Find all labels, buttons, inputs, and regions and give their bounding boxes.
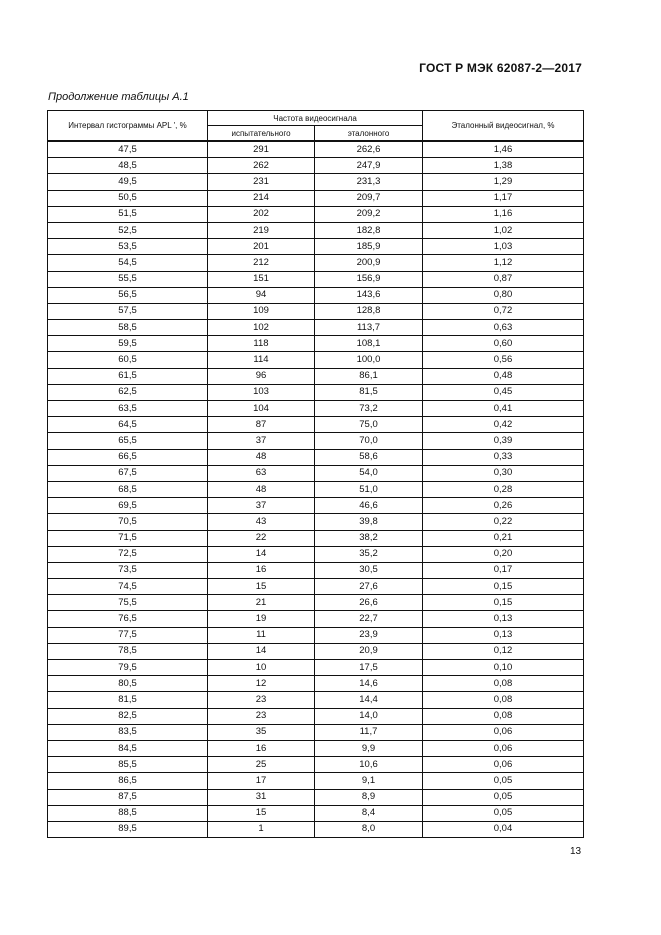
cell-reference-signal: 0,30 bbox=[423, 465, 584, 481]
table-row bbox=[48, 320, 584, 336]
table-row bbox=[48, 562, 584, 578]
cell-test-frequency: 104 bbox=[208, 401, 315, 417]
cell-test-frequency: 10 bbox=[208, 660, 315, 676]
cell-test-frequency: 201 bbox=[208, 239, 315, 255]
cell-interval: 82,5 bbox=[48, 708, 208, 724]
cell-reference-signal: 0,28 bbox=[423, 481, 584, 497]
cell-test-frequency: 114 bbox=[208, 352, 315, 368]
cell-interval: 56,5 bbox=[48, 287, 208, 303]
cell-reference-frequency: 8,9 bbox=[315, 789, 423, 805]
cell-reference-frequency: 262,6 bbox=[315, 141, 423, 158]
cell-reference-signal: 1,17 bbox=[423, 190, 584, 206]
cell-reference-frequency: 70,0 bbox=[315, 433, 423, 449]
table-row bbox=[48, 627, 584, 643]
cell-interval: 84,5 bbox=[48, 740, 208, 756]
table-row bbox=[48, 303, 584, 319]
table-row bbox=[48, 352, 584, 368]
cell-reference-frequency: 35,2 bbox=[315, 546, 423, 562]
cell-reference-signal: 0,08 bbox=[423, 676, 584, 692]
cell-test-frequency: 103 bbox=[208, 384, 315, 400]
cell-interval: 47,5 bbox=[48, 141, 208, 158]
cell-reference-frequency: 81,5 bbox=[315, 384, 423, 400]
table-row bbox=[48, 643, 584, 659]
cell-reference-signal: 0,26 bbox=[423, 498, 584, 514]
table-row bbox=[48, 433, 584, 449]
cell-interval: 71,5 bbox=[48, 530, 208, 546]
table-row bbox=[48, 660, 584, 676]
cell-interval: 81,5 bbox=[48, 692, 208, 708]
cell-reference-signal: 0,08 bbox=[423, 692, 584, 708]
cell-reference-frequency: 10,6 bbox=[315, 757, 423, 773]
table-row bbox=[48, 676, 584, 692]
cell-reference-signal: 1,46 bbox=[423, 141, 584, 158]
cell-interval: 58,5 bbox=[48, 320, 208, 336]
cell-reference-signal: 0,05 bbox=[423, 805, 584, 821]
cell-reference-frequency: 156,9 bbox=[315, 271, 423, 287]
page-number: 13 bbox=[570, 846, 582, 857]
cell-reference-signal: 1,12 bbox=[423, 255, 584, 271]
cell-test-frequency: 23 bbox=[208, 692, 315, 708]
table-row bbox=[48, 255, 584, 271]
table-row bbox=[48, 740, 584, 756]
cell-reference-frequency: 54,0 bbox=[315, 465, 423, 481]
cell-reference-frequency: 247,9 bbox=[315, 158, 423, 174]
cell-test-frequency: 25 bbox=[208, 757, 315, 773]
cell-test-frequency: 12 bbox=[208, 676, 315, 692]
cell-interval: 63,5 bbox=[48, 401, 208, 417]
cell-test-frequency: 202 bbox=[208, 206, 315, 222]
cell-reference-signal: 0,20 bbox=[423, 546, 584, 562]
header-reference-signal: Эталонный видеосигнал, % bbox=[423, 111, 584, 142]
cell-reference-frequency: 39,8 bbox=[315, 514, 423, 530]
table-row bbox=[48, 773, 584, 789]
cell-interval: 83,5 bbox=[48, 724, 208, 740]
cell-test-frequency: 19 bbox=[208, 611, 315, 627]
cell-test-frequency: 48 bbox=[208, 449, 315, 465]
cell-interval: 80,5 bbox=[48, 676, 208, 692]
cell-interval: 55,5 bbox=[48, 271, 208, 287]
cell-interval: 87,5 bbox=[48, 789, 208, 805]
table-row bbox=[48, 417, 584, 433]
cell-interval: 86,5 bbox=[48, 773, 208, 789]
cell-test-frequency: 35 bbox=[208, 724, 315, 740]
cell-reference-frequency: 143,6 bbox=[315, 287, 423, 303]
cell-reference-signal: 0,33 bbox=[423, 449, 584, 465]
cell-test-frequency: 96 bbox=[208, 368, 315, 384]
cell-interval: 85,5 bbox=[48, 757, 208, 773]
cell-test-frequency: 17 bbox=[208, 773, 315, 789]
cell-reference-signal: 0,42 bbox=[423, 417, 584, 433]
cell-reference-signal: 0,72 bbox=[423, 303, 584, 319]
cell-reference-signal: 0,05 bbox=[423, 789, 584, 805]
cell-test-frequency: 291 bbox=[208, 141, 315, 158]
cell-interval: 61,5 bbox=[48, 368, 208, 384]
table-row bbox=[48, 498, 584, 514]
cell-reference-frequency: 8,0 bbox=[315, 821, 423, 837]
cell-reference-frequency: 17,5 bbox=[315, 660, 423, 676]
cell-reference-frequency: 113,7 bbox=[315, 320, 423, 336]
cell-interval: 53,5 bbox=[48, 239, 208, 255]
table-row bbox=[48, 368, 584, 384]
cell-interval: 72,5 bbox=[48, 546, 208, 562]
cell-test-frequency: 212 bbox=[208, 255, 315, 271]
table-row bbox=[48, 239, 584, 255]
cell-test-frequency: 214 bbox=[208, 190, 315, 206]
cell-reference-frequency: 58,6 bbox=[315, 449, 423, 465]
cell-reference-signal: 1,03 bbox=[423, 239, 584, 255]
cell-test-frequency: 15 bbox=[208, 579, 315, 595]
cell-test-frequency: 23 bbox=[208, 708, 315, 724]
table-row bbox=[48, 805, 584, 821]
cell-interval: 70,5 bbox=[48, 514, 208, 530]
cell-reference-frequency: 108,1 bbox=[315, 336, 423, 352]
cell-test-frequency: 262 bbox=[208, 158, 315, 174]
table-row bbox=[48, 174, 584, 190]
cell-reference-signal: 0,48 bbox=[423, 368, 584, 384]
cell-test-frequency: 14 bbox=[208, 546, 315, 562]
cell-interval: 89,5 bbox=[48, 821, 208, 837]
cell-test-frequency: 43 bbox=[208, 514, 315, 530]
header-reference: эталонного bbox=[315, 126, 423, 142]
table-row bbox=[48, 206, 584, 222]
cell-reference-signal: 0,10 bbox=[423, 660, 584, 676]
cell-reference-frequency: 182,8 bbox=[315, 222, 423, 238]
table-row bbox=[48, 821, 584, 837]
cell-reference-signal: 0,17 bbox=[423, 562, 584, 578]
cell-test-frequency: 219 bbox=[208, 222, 315, 238]
cell-interval: 59,5 bbox=[48, 336, 208, 352]
cell-reference-frequency: 11,7 bbox=[315, 724, 423, 740]
table-row bbox=[48, 692, 584, 708]
cell-reference-signal: 0,41 bbox=[423, 401, 584, 417]
cell-test-frequency: 63 bbox=[208, 465, 315, 481]
cell-test-frequency: 48 bbox=[208, 481, 315, 497]
cell-interval: 78,5 bbox=[48, 643, 208, 659]
cell-reference-signal: 1,29 bbox=[423, 174, 584, 190]
cell-reference-signal: 0,15 bbox=[423, 595, 584, 611]
cell-interval: 54,5 bbox=[48, 255, 208, 271]
table-row bbox=[48, 190, 584, 206]
cell-reference-frequency: 209,7 bbox=[315, 190, 423, 206]
cell-reference-frequency: 86,1 bbox=[315, 368, 423, 384]
cell-interval: 67,5 bbox=[48, 465, 208, 481]
data-table bbox=[47, 110, 584, 838]
cell-interval: 74,5 bbox=[48, 579, 208, 595]
cell-reference-frequency: 51,0 bbox=[315, 481, 423, 497]
table-row bbox=[48, 724, 584, 740]
cell-reference-frequency: 14,0 bbox=[315, 708, 423, 724]
cell-reference-signal: 0,60 bbox=[423, 336, 584, 352]
cell-test-frequency: 118 bbox=[208, 336, 315, 352]
cell-reference-signal: 0,12 bbox=[423, 643, 584, 659]
table-row bbox=[48, 222, 584, 238]
cell-interval: 68,5 bbox=[48, 481, 208, 497]
cell-test-frequency: 21 bbox=[208, 595, 315, 611]
cell-reference-signal: 0,80 bbox=[423, 287, 584, 303]
cell-test-frequency: 1 bbox=[208, 821, 315, 837]
table-caption: Продолжение таблицы А.1 bbox=[48, 91, 189, 103]
cell-reference-signal: 0,21 bbox=[423, 530, 584, 546]
cell-test-frequency: 37 bbox=[208, 498, 315, 514]
table-row bbox=[48, 579, 584, 595]
table-row bbox=[48, 271, 584, 287]
header-frequency: Частота видеосигнала bbox=[208, 111, 423, 126]
cell-interval: 60,5 bbox=[48, 352, 208, 368]
cell-reference-signal: 1,02 bbox=[423, 222, 584, 238]
table-row bbox=[48, 465, 584, 481]
cell-interval: 49,5 bbox=[48, 174, 208, 190]
cell-reference-frequency: 27,6 bbox=[315, 579, 423, 595]
cell-reference-frequency: 75,0 bbox=[315, 417, 423, 433]
cell-reference-frequency: 100,0 bbox=[315, 352, 423, 368]
cell-test-frequency: 231 bbox=[208, 174, 315, 190]
cell-interval: 52,5 bbox=[48, 222, 208, 238]
cell-reference-frequency: 46,6 bbox=[315, 498, 423, 514]
table-row bbox=[48, 611, 584, 627]
cell-reference-frequency: 30,5 bbox=[315, 562, 423, 578]
cell-reference-signal: 0,06 bbox=[423, 724, 584, 740]
table-row bbox=[48, 514, 584, 530]
cell-interval: 73,5 bbox=[48, 562, 208, 578]
cell-reference-frequency: 209,2 bbox=[315, 206, 423, 222]
cell-reference-signal: 0,15 bbox=[423, 579, 584, 595]
cell-test-frequency: 22 bbox=[208, 530, 315, 546]
cell-reference-signal: 0,13 bbox=[423, 627, 584, 643]
cell-interval: 69,5 bbox=[48, 498, 208, 514]
table-row bbox=[48, 530, 584, 546]
cell-interval: 75,5 bbox=[48, 595, 208, 611]
cell-test-frequency: 87 bbox=[208, 417, 315, 433]
cell-reference-signal: 0,39 bbox=[423, 433, 584, 449]
cell-interval: 64,5 bbox=[48, 417, 208, 433]
cell-reference-signal: 0,05 bbox=[423, 773, 584, 789]
cell-reference-signal: 0,06 bbox=[423, 757, 584, 773]
table-row bbox=[48, 401, 584, 417]
cell-test-frequency: 16 bbox=[208, 740, 315, 756]
cell-interval: 76,5 bbox=[48, 611, 208, 627]
cell-interval: 48,5 bbox=[48, 158, 208, 174]
cell-reference-frequency: 20,9 bbox=[315, 643, 423, 659]
table-row bbox=[48, 287, 584, 303]
cell-test-frequency: 37 bbox=[208, 433, 315, 449]
cell-interval: 50,5 bbox=[48, 190, 208, 206]
cell-interval: 88,5 bbox=[48, 805, 208, 821]
header-test: испытательного bbox=[208, 126, 315, 142]
cell-test-frequency: 102 bbox=[208, 320, 315, 336]
table-row bbox=[48, 158, 584, 174]
table-row bbox=[48, 141, 584, 158]
cell-test-frequency: 151 bbox=[208, 271, 315, 287]
cell-reference-frequency: 26,6 bbox=[315, 595, 423, 611]
cell-reference-frequency: 73,2 bbox=[315, 401, 423, 417]
table-row bbox=[48, 384, 584, 400]
cell-interval: 57,5 bbox=[48, 303, 208, 319]
cell-reference-signal: 0,13 bbox=[423, 611, 584, 627]
cell-reference-frequency: 14,6 bbox=[315, 676, 423, 692]
table-row bbox=[48, 708, 584, 724]
cell-reference-frequency: 231,3 bbox=[315, 174, 423, 190]
table-row bbox=[48, 789, 584, 805]
cell-test-frequency: 16 bbox=[208, 562, 315, 578]
cell-reference-signal: 0,63 bbox=[423, 320, 584, 336]
cell-reference-signal: 0,87 bbox=[423, 271, 584, 287]
cell-reference-frequency: 14,4 bbox=[315, 692, 423, 708]
cell-reference-signal: 1,16 bbox=[423, 206, 584, 222]
cell-test-frequency: 15 bbox=[208, 805, 315, 821]
header-interval: Интервал гистограммы APL ', % bbox=[48, 111, 208, 142]
table-row bbox=[48, 449, 584, 465]
table-row bbox=[48, 546, 584, 562]
cell-interval: 66,5 bbox=[48, 449, 208, 465]
cell-reference-frequency: 38,2 bbox=[315, 530, 423, 546]
table-body bbox=[48, 141, 584, 838]
table-row bbox=[48, 757, 584, 773]
cell-interval: 51,5 bbox=[48, 206, 208, 222]
cell-reference-signal: 0,06 bbox=[423, 740, 584, 756]
cell-reference-frequency: 8,4 bbox=[315, 805, 423, 821]
cell-reference-frequency: 22,7 bbox=[315, 611, 423, 627]
cell-interval: 62,5 bbox=[48, 384, 208, 400]
cell-test-frequency: 94 bbox=[208, 287, 315, 303]
cell-reference-signal: 0,22 bbox=[423, 514, 584, 530]
cell-reference-frequency: 200,9 bbox=[315, 255, 423, 271]
cell-test-frequency: 14 bbox=[208, 643, 315, 659]
cell-reference-signal: 0,08 bbox=[423, 708, 584, 724]
document-code: ГОСТ Р МЭК 62087-2—2017 bbox=[419, 61, 582, 75]
cell-interval: 65,5 bbox=[48, 433, 208, 449]
cell-reference-frequency: 185,9 bbox=[315, 239, 423, 255]
cell-reference-signal: 0,45 bbox=[423, 384, 584, 400]
table-row bbox=[48, 481, 584, 497]
cell-test-frequency: 31 bbox=[208, 789, 315, 805]
cell-reference-signal: 0,56 bbox=[423, 352, 584, 368]
cell-reference-signal: 0,04 bbox=[423, 821, 584, 837]
cell-reference-signal: 1,38 bbox=[423, 158, 584, 174]
cell-interval: 77,5 bbox=[48, 627, 208, 643]
cell-reference-frequency: 9,1 bbox=[315, 773, 423, 789]
cell-reference-frequency: 9,9 bbox=[315, 740, 423, 756]
cell-reference-frequency: 128,8 bbox=[315, 303, 423, 319]
cell-test-frequency: 11 bbox=[208, 627, 315, 643]
cell-reference-frequency: 23,9 bbox=[315, 627, 423, 643]
table-row bbox=[48, 595, 584, 611]
table-row bbox=[48, 336, 584, 352]
cell-test-frequency: 109 bbox=[208, 303, 315, 319]
cell-interval: 79,5 bbox=[48, 660, 208, 676]
